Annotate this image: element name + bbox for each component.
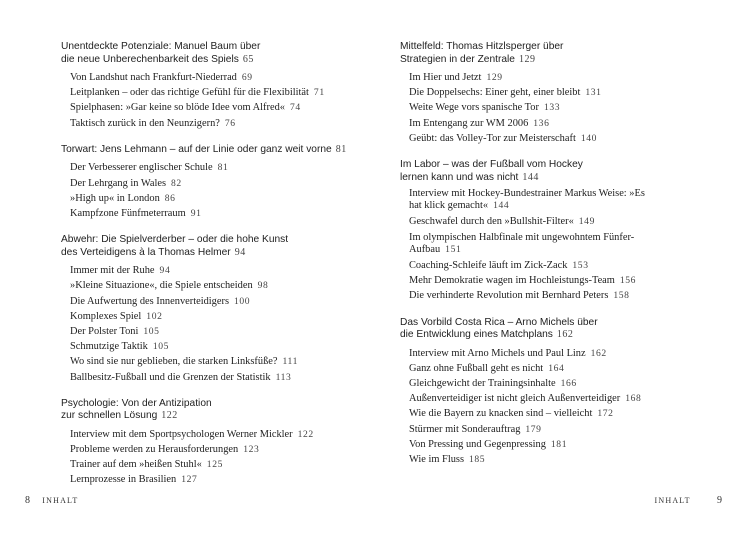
toc-entry[interactable]: Interview mit Arno Michels und Paul Linz 162 (409, 347, 607, 359)
toc-section (61, 144, 361, 221)
toc-entry[interactable]: Gleichgewicht der Trainingsinhalte 166 (409, 378, 577, 390)
toc-entry[interactable]: Spielphasen: »Gar keine so blöde Idee vom Alfred« 74 (70, 102, 301, 114)
toc-entry[interactable]: Von Landshut nach Frankfurt-Niederrad 69 (70, 72, 253, 83)
toc-section (61, 234, 361, 385)
toc-section (400, 41, 720, 146)
toc-entry[interactable]: Lernprozesse in Brasilien 127 (70, 474, 198, 486)
toc-section (400, 159, 720, 304)
section-page-number: 162 (556, 329, 574, 341)
toc-entry[interactable]: Wie die Bayern zu knacken sind – vielleicht 172 (409, 408, 614, 420)
section-page-number: 129 (518, 53, 536, 65)
section-page-number: 122 (161, 410, 178, 422)
left-page-footer (25, 495, 79, 506)
toc-column-left (61, 41, 361, 501)
section-page-number: 81 (335, 143, 347, 155)
toc-entry[interactable]: Coaching-Schleife läuft im Zick-Zack 153 (409, 260, 589, 272)
section-title: Unentdeckte Potenziale: Manuel Baum über die neue Unberechenbarkeit des Spiels 65 (61, 41, 261, 65)
toc-entry[interactable]: Im Hier und Jetzt 129 (409, 72, 503, 83)
page-number: 9 (717, 495, 722, 506)
toc-entry[interactable]: Wie im Fluss 185 (409, 454, 486, 466)
right-page (375, 0, 750, 537)
toc-entry[interactable]: Probleme werden zu Herausforderungen 123 (70, 443, 260, 455)
page-number: 8 (25, 495, 30, 506)
section-title: Im Labor – was der Fußball vom Hockey lernen kann und was nicht 144 (400, 159, 583, 183)
toc-entry[interactable]: Kampfzone Fünfmeterraum 91 (70, 207, 202, 219)
section-page-number: 94 (234, 246, 246, 258)
toc-entry[interactable]: Der Polster Toni 105 (70, 325, 160, 337)
toc-entry[interactable]: Interview mit dem Sportpsychologen Werner Mickler 122 (70, 428, 314, 440)
toc-entry[interactable]: Der Verbesserer englischer Schule 81 (70, 162, 229, 174)
toc-entry[interactable]: Wo sind sie nur geblieben, die starken Linksfüße? 111 (70, 356, 298, 368)
toc-entry[interactable]: Trainer auf dem »heißen Stuhl« 125 (70, 459, 223, 471)
toc-entry[interactable]: Der Lehrgang in Wales 82 (70, 177, 182, 189)
toc-entry[interactable]: Immer mit der Ruhe 94 (70, 265, 171, 277)
section-title: Psychologie: Von der Antizipation zur schnellen Lösung 122 (61, 397, 212, 422)
toc-section (400, 317, 720, 468)
toc-entry[interactable]: »Kleine Situazione«, die Spiele entscheiden 98 (70, 280, 269, 292)
toc-section (61, 41, 361, 131)
section-title: Das Vorbild Costa Rica – Arno Michels über die Entwicklung eines Matchplans 162 (400, 316, 598, 341)
toc-column-right (400, 41, 720, 480)
toc-entry[interactable]: Schmutzige Taktik 105 (70, 341, 170, 353)
toc-entry[interactable]: Die Aufwertung des Innenverteidigers 100 (70, 295, 251, 307)
toc-entry[interactable]: Weite Wege vors spanische Tor 133 (409, 102, 561, 114)
toc-entry[interactable]: Stürmer mit Sonderauftrag 179 (409, 423, 542, 435)
toc-section (61, 398, 361, 488)
section-page-number: 65 (242, 53, 254, 65)
section-page-number: 144 (522, 171, 539, 183)
running-head: INHALT (654, 496, 691, 505)
section-title: Mittelfeld: Thomas Hitzlsperger über Strategien in der Zentrale 129 (400, 41, 564, 65)
toc-entry[interactable]: Im olympischen Halbfinale mit ungewohntem Fünfer-Aufbau 151 (409, 231, 635, 255)
right-page-footer (655, 495, 723, 506)
toc-entry[interactable]: Interview mit Hockey-Bundestrainer Markus Weise: »Es hat klick gemacht« 144 (409, 188, 645, 212)
section-title: Torwart: Jens Lehmann – auf der Linie oder ganz weit vorne 81 (61, 143, 347, 155)
toc-entry[interactable]: Außenverteidiger ist nicht gleich Außenverteidiger 168 (409, 393, 642, 405)
section-title: Abwehr: Die Spielverderber – oder die hohe Kunst des Verteidigens à la Thomas Helmer 94 (61, 234, 289, 258)
toc-entry[interactable]: Komplexes Spiel 102 (70, 310, 163, 322)
toc-entry[interactable]: Mehr Demokratie wagen im Hochleistungs-Team 156 (409, 275, 637, 287)
toc-entry[interactable]: Geschwafel durch den »Bullshit-Filter« 149 (409, 216, 595, 228)
toc-entry[interactable]: Ballbesitz-Fußball und die Grenzen der Statistik 113 (70, 371, 292, 383)
toc-entry[interactable]: Leitplanken – oder das richtige Gefühl für die Flexibilität 71 (70, 87, 325, 99)
running-head: INHALT (42, 496, 79, 505)
toc-entry[interactable]: Die Doppelsechs: Einer geht, einer bleibt 131 (409, 87, 602, 99)
toc-entry[interactable]: Taktisch zurück in den Neunzigern? 76 (70, 117, 236, 129)
toc-entry[interactable]: Im Entengang zur WM 2006 136 (409, 117, 550, 129)
toc-entry[interactable]: Von Pressing und Gegenpressing 181 (409, 438, 568, 450)
toc-entry[interactable]: Geübt: das Volley-Tor zur Meisterschaft 140 (409, 132, 598, 144)
toc-entry[interactable]: Ganz ohne Fußball geht es nicht 164 (409, 362, 565, 374)
toc-entry[interactable]: »High up« in London 86 (70, 192, 176, 204)
toc-entry[interactable]: Die verhinderte Revolution mit Bernhard Peters 158 (409, 290, 630, 302)
